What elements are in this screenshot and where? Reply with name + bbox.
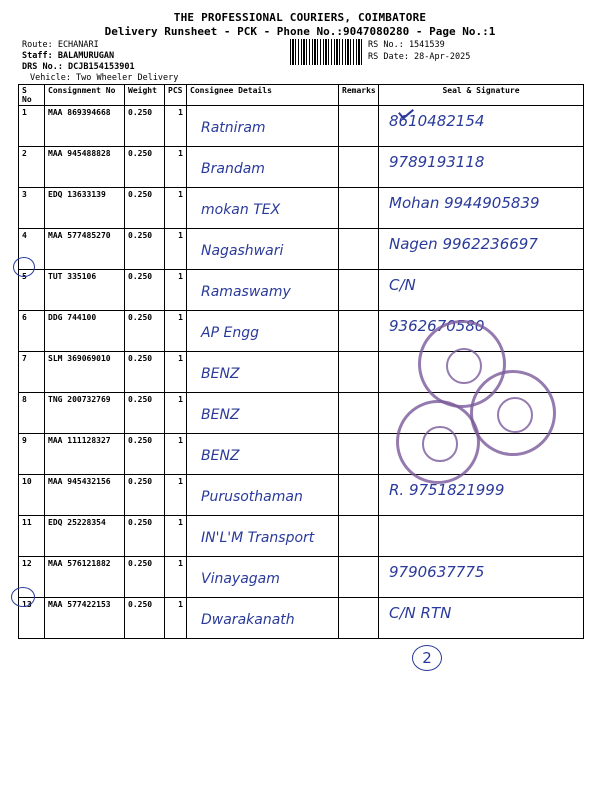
- company-stamp: [470, 370, 556, 456]
- table-row: [19, 188, 584, 229]
- row-weight: 0.250: [125, 598, 165, 639]
- col-consignment: Consignment No: [45, 85, 125, 106]
- consignee-handwriting: BENZ: [201, 407, 240, 423]
- row-weight: 0.250: [125, 475, 165, 516]
- row-sno: 6: [19, 311, 45, 352]
- row-sno: 4: [19, 229, 45, 270]
- row-pcs: 1: [165, 229, 187, 270]
- row-consignment-no: MAA 111128327: [45, 434, 125, 475]
- row-pcs: 1: [165, 434, 187, 475]
- table-row: [19, 147, 584, 188]
- row-sno: 2: [19, 147, 45, 188]
- company-stamp: [396, 400, 480, 484]
- consignee-handwriting: BENZ: [201, 366, 240, 382]
- row-remarks: [339, 106, 379, 147]
- row-signature: [379, 598, 584, 639]
- row-consignee: [187, 475, 339, 516]
- consignee-handwriting: Vinayagam: [201, 571, 280, 587]
- row-sno: 1: [19, 106, 45, 147]
- table-row: [19, 598, 584, 639]
- table-row: [19, 557, 584, 598]
- row-weight: 0.250: [125, 516, 165, 557]
- row-remarks: [339, 270, 379, 311]
- row-pcs: 1: [165, 311, 187, 352]
- drs-label: DRS No.: DCJB154153901: [22, 62, 135, 72]
- row-sno: 7: [19, 352, 45, 393]
- vehicle-label: Vehicle: Two Wheeler Delivery: [30, 73, 179, 83]
- row-remarks: [339, 557, 379, 598]
- row-consignee: [187, 598, 339, 639]
- row-5-circle-mark: [13, 257, 35, 277]
- row-pcs: 1: [165, 598, 187, 639]
- row-remarks: [339, 147, 379, 188]
- row-consignment-no: MAA 945488828: [45, 147, 125, 188]
- row-consignment-no: TNG 200732769: [45, 393, 125, 434]
- row-consignment-no: TUT 335106: [45, 270, 125, 311]
- row-signature: [379, 475, 584, 516]
- row-weight: 0.250: [125, 557, 165, 598]
- row-pcs: 1: [165, 475, 187, 516]
- staff-label: Staff: BALAMURUGAN: [22, 51, 115, 61]
- row-remarks: [339, 393, 379, 434]
- row-consignee: [187, 188, 339, 229]
- consignee-handwriting: Nagashwari: [201, 243, 284, 259]
- page-title: THE PROFESSIONAL COURIERS, COIMBATORE: [173, 11, 427, 24]
- route-label: Route: ECHANARI: [22, 40, 99, 50]
- table-row: [19, 106, 584, 147]
- row-remarks: [339, 434, 379, 475]
- row-sno: 5: [19, 270, 45, 311]
- row-sno: 3: [19, 188, 45, 229]
- row-consignment-no: DDG 744100: [45, 311, 125, 352]
- row-signature: [379, 147, 584, 188]
- signature-handwriting: C/N RTN: [389, 604, 452, 622]
- row-remarks: [339, 311, 379, 352]
- row-pcs: 1: [165, 106, 187, 147]
- row-consignee: [187, 106, 339, 147]
- row-remarks: [339, 188, 379, 229]
- row-weight: 0.250: [125, 434, 165, 475]
- row-signature: [379, 229, 584, 270]
- col-pcs: PCS: [165, 85, 187, 106]
- row-consignment-no: MAA 577422153: [45, 598, 125, 639]
- row-consignee: [187, 270, 339, 311]
- row-remarks: [339, 475, 379, 516]
- row-consignment-no: EDQ 25228354: [45, 516, 125, 557]
- row-sno: 8: [19, 393, 45, 434]
- row-sno: 9: [19, 434, 45, 475]
- row-consignment-no: EDQ 13633139: [45, 188, 125, 229]
- row-pcs: 1: [165, 188, 187, 229]
- signature-handwriting: R. 9751821999: [389, 481, 505, 499]
- consignee-handwriting: IN'L'M Transport: [201, 530, 315, 546]
- rs-number: RS No.: 1541539: [368, 40, 445, 50]
- row-pcs: 1: [165, 147, 187, 188]
- row-consignment-no: MAA 577485270: [45, 229, 125, 270]
- row-pcs: 1: [165, 352, 187, 393]
- row-consignee: [187, 393, 339, 434]
- consignee-handwriting: AP Engg: [201, 325, 259, 341]
- row-signature: [379, 188, 584, 229]
- col-sno: S No: [19, 85, 45, 106]
- row-signature: [379, 557, 584, 598]
- table-header-row: [19, 85, 584, 106]
- row-weight: 0.250: [125, 106, 165, 147]
- row-pcs: 1: [165, 516, 187, 557]
- row-consignment-no: SLM 369069010: [45, 352, 125, 393]
- row-remarks: [339, 598, 379, 639]
- row-pcs: 1: [165, 393, 187, 434]
- col-remarks: Remarks: [339, 85, 379, 106]
- row-consignee: [187, 311, 339, 352]
- table-row: [19, 229, 584, 270]
- col-consignee: Consignee Details: [187, 85, 339, 106]
- row-signature: [379, 516, 584, 557]
- rs-date: RS Date: 28-Apr-2025: [368, 52, 471, 62]
- consignee-handwriting: Ratniram: [201, 120, 266, 136]
- row-consignee: [187, 434, 339, 475]
- row-remarks: [339, 352, 379, 393]
- footer-circled-number: 2: [412, 645, 442, 671]
- barcode: [290, 39, 362, 65]
- col-weight: Weight: [125, 85, 165, 106]
- row-weight: 0.250: [125, 352, 165, 393]
- table-row: [19, 516, 584, 557]
- consignee-handwriting: Dwarakanath: [201, 612, 295, 628]
- signature-handwriting: 9362670580: [389, 317, 485, 335]
- signature-handwriting: 9789193118: [389, 153, 485, 171]
- consignee-handwriting: mokan TEX: [201, 202, 281, 218]
- row-consignment-no: MAA 945432156: [45, 475, 125, 516]
- table-row: [19, 270, 584, 311]
- row-consignee: [187, 557, 339, 598]
- row-weight: 0.250: [125, 147, 165, 188]
- row-weight: 0.250: [125, 188, 165, 229]
- signature-handwriting: Nagen 9962236697: [389, 235, 538, 253]
- row-weight: 0.250: [125, 311, 165, 352]
- row-signature: [379, 106, 584, 147]
- row-pcs: 1: [165, 557, 187, 598]
- row-remarks: [339, 229, 379, 270]
- row-sno: 12: [19, 557, 45, 598]
- row-weight: 0.250: [125, 393, 165, 434]
- signature-handwriting: Mohan 9944905839: [389, 194, 540, 212]
- row-sno: 10: [19, 475, 45, 516]
- row-pcs: 1: [165, 270, 187, 311]
- consignee-handwriting: BENZ: [201, 448, 240, 464]
- signature-handwriting: 9790637775: [389, 563, 485, 581]
- consignee-handwriting: Purusothaman: [201, 489, 303, 505]
- consignee-handwriting: Brandam: [201, 161, 265, 177]
- row-consignee: [187, 229, 339, 270]
- row-remarks: [339, 516, 379, 557]
- row-consignment-no: MAA 576121882: [45, 557, 125, 598]
- row-sno: 13: [19, 598, 45, 639]
- signature-handwriting: C/N: [389, 276, 416, 294]
- row-signature: [379, 270, 584, 311]
- row-consignee: [187, 352, 339, 393]
- col-signature: Seal & Signature: [379, 85, 584, 106]
- consignee-handwriting: Ramaswamy: [201, 284, 291, 300]
- row-consignment-no: MAA 869394668: [45, 106, 125, 147]
- row-sno: 11: [19, 516, 45, 557]
- table-row: [19, 475, 584, 516]
- row-consignee: [187, 147, 339, 188]
- row-weight: 0.250: [125, 270, 165, 311]
- signature-handwriting: 8610482154: [389, 112, 485, 130]
- page-subtitle: Delivery Runsheet - PCK - Phone No.:9047080280 - Page No.:1: [104, 25, 496, 38]
- row-weight: 0.250: [125, 229, 165, 270]
- row-consignee: [187, 516, 339, 557]
- row-13-circle-mark: [11, 587, 35, 607]
